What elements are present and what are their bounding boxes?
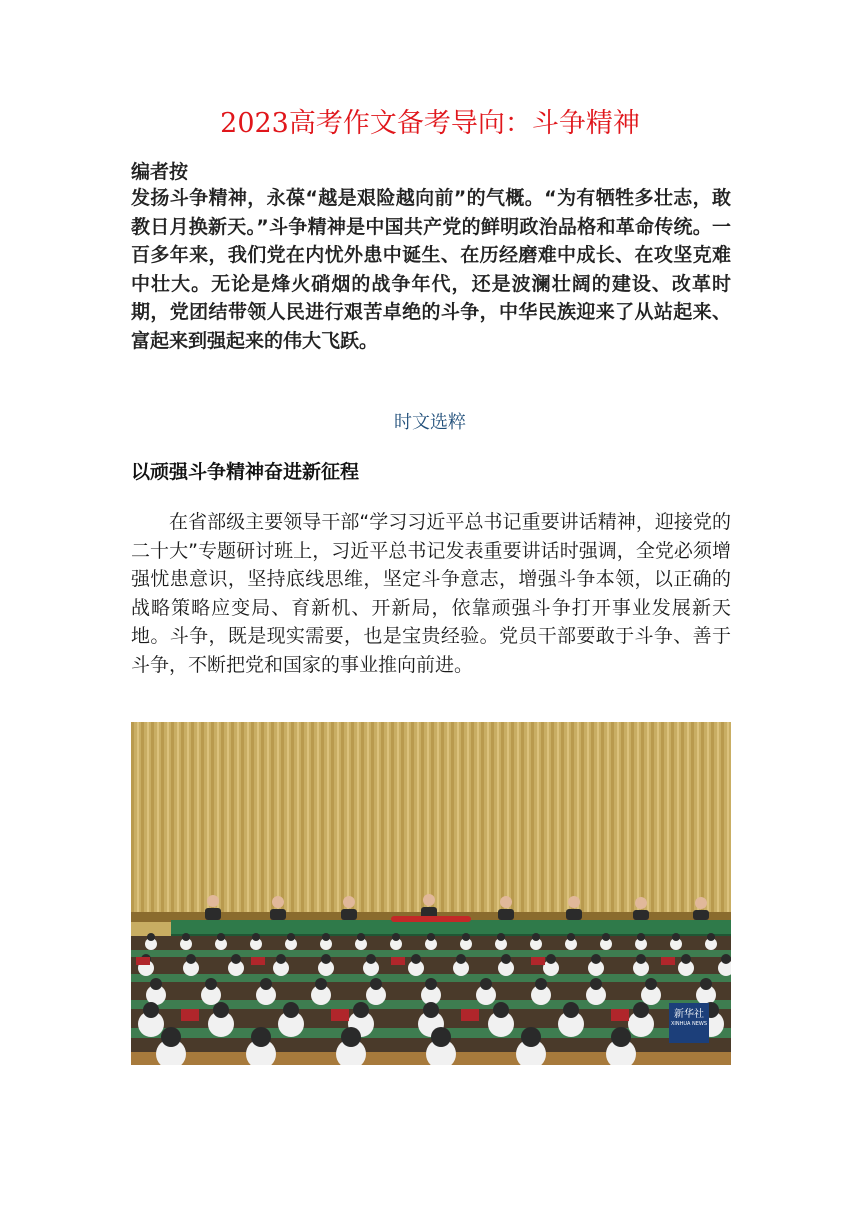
page-title: 2023高考作文备考导向：斗争精神 — [220, 108, 640, 139]
editor-note-label: 编者按 — [131, 161, 189, 183]
watermark-en-text: XINHUA NEWS — [670, 1021, 708, 1027]
conference-photo-drawing — [131, 722, 731, 1065]
editor-note-paragraph: 发扬斗争精神，永葆“越是艰险越向前”的气概。“为有牺牲多壮志，敢教日月换新天。”斗争精神是中国共产党的鲜明政治品格和革命传统。一百多年来，我们党在内忧外患中诞生、在历经磨难中成长、在攻坚克难中壮大。无论是烽火硝烟的战争年代，还是波澜壮阔的建设、改革时期，党团结带领人民进行艰苦卓绝的斗争，中华民族迎来了从站起来、富起来到强起来的伟大飞跃。 — [131, 187, 731, 352]
watermark-cn-text: 新华社 — [674, 1009, 704, 1020]
xinhua-watermark-logo — [669, 1003, 709, 1043]
section-heading: 时文选粹 — [394, 412, 466, 433]
conference-photo — [131, 722, 731, 1065]
article-body-paragraph: 在省部级主要领导干部“学习习近平总书记重要讲话精神，迎接党的二十大”专题研讨班上，习近平总书记发表重要讲话时强调，全党必须增强忧患意识，坚持底线思维，坚定斗争意志，增强斗争本领，以正确的战略策略应变局、育新机、开新局，依靠顽强斗争打开事业发展新天地。斗争，既是现实需要，也是宝贵经验。党员干部要敢于斗争、善于斗争，不断把党和国家的事业推向前进。 — [131, 511, 731, 676]
article-title: 以顽强斗争精神奋进新征程 — [131, 461, 360, 483]
